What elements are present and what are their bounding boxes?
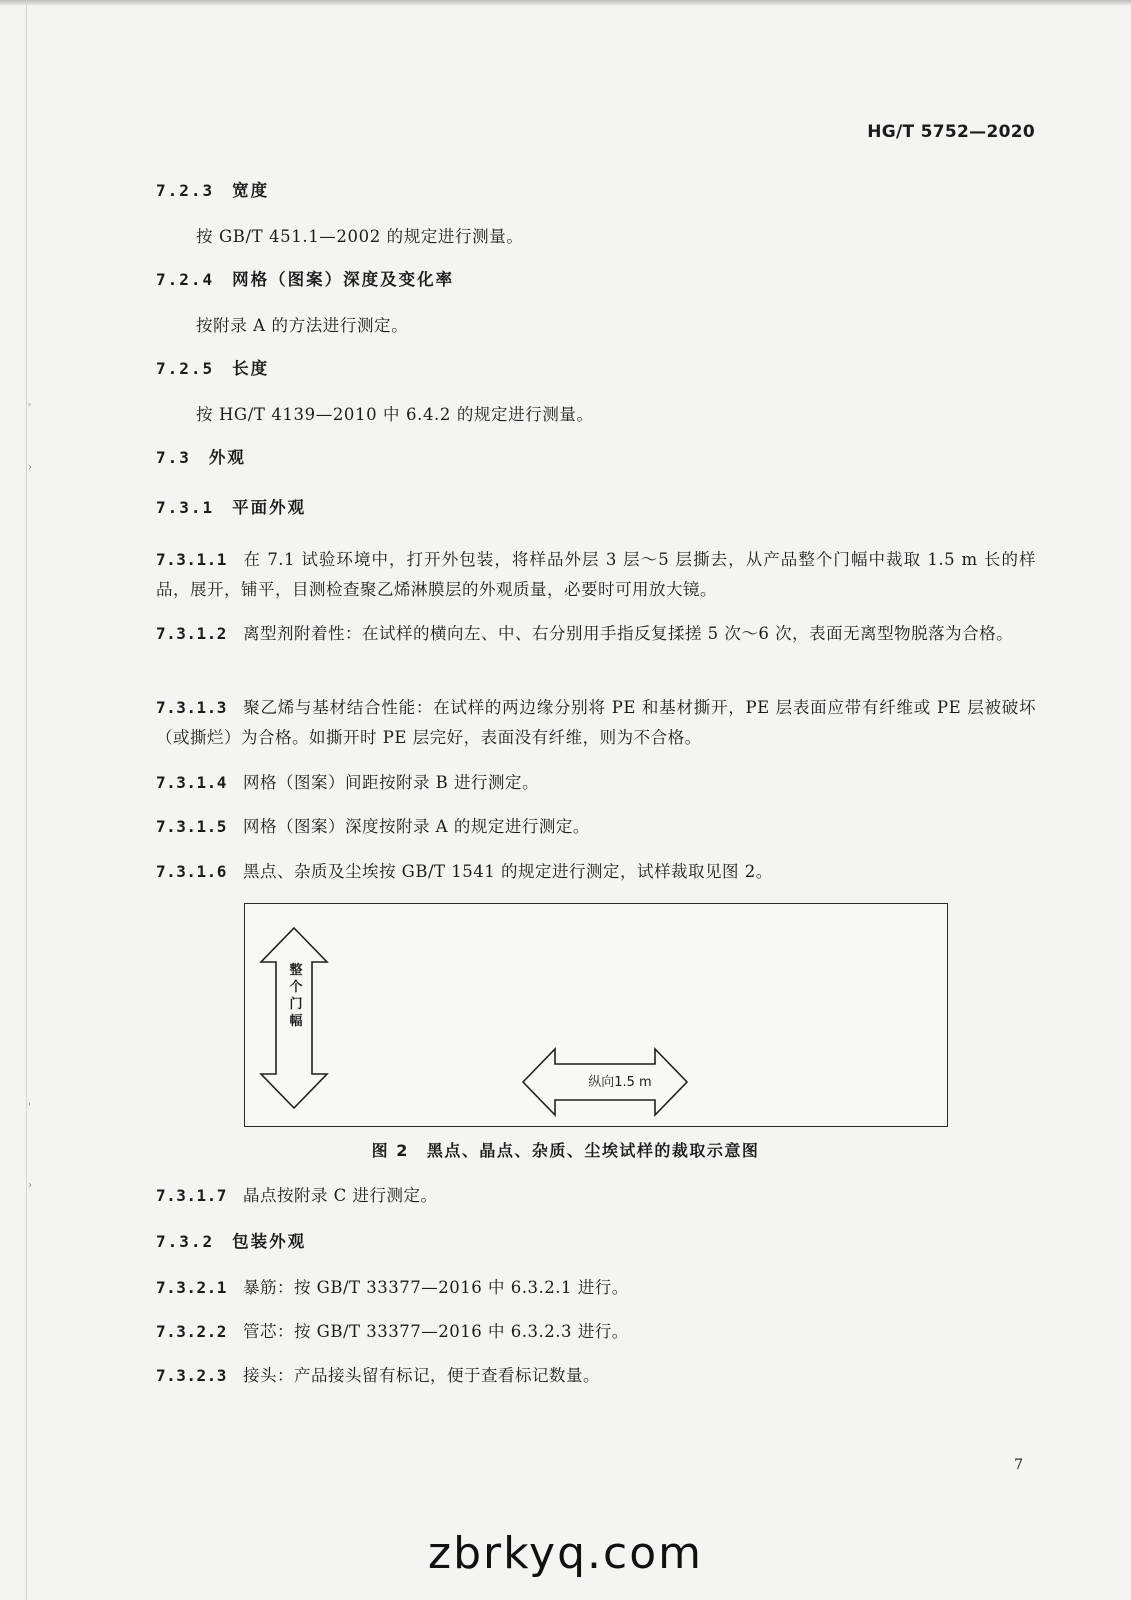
clause-text: 网格（图案）间距按附录 B 进行测定。 — [242, 773, 540, 792]
section-heading-7-3-2 — [156, 1231, 306, 1253]
clause-7-3-2-3 — [156, 1361, 1036, 1391]
clause-number: 7.3.1.6 — [156, 862, 227, 881]
clause-text: 接头：产品接头留有标记，便于查看标记数量。 — [242, 1366, 600, 1385]
scan-mark: ' — [28, 1102, 31, 1113]
section-number: 7.2.5 — [156, 359, 215, 378]
clause-text: 暴筋：按 GB/T 33377—2016 中 6.3.2.1 进行。 — [242, 1278, 629, 1297]
clause-number: 7.3.2.1 — [156, 1278, 227, 1297]
clause-text: 黑点、杂质及尘埃按 GB/T 1541 的规定进行测定，试样裁取见图 2。 — [242, 862, 773, 881]
label-char: 幅 — [289, 1014, 303, 1029]
page-top-edge — [0, 0, 1131, 6]
figure-caption — [0, 1138, 1131, 1161]
clause-text: 聚乙烯与基材结合性能：在试样的两边缘分别将 PE 和基材撕开，PE 层表面应带有纤维或 PE 层被破坏（或撕烂）为合格。如撕开时 PE 层完好，表面没有纤维，则为不合格。 — [156, 698, 1036, 747]
label-char: 个 — [289, 980, 303, 995]
section-heading-7-3-1 — [156, 497, 306, 519]
figure-caption-text: 黑点、晶点、杂质、尘埃试样的裁取示意图 — [426, 1141, 760, 1160]
clause-text: 离型剂附着性：在试样的横向左、中、右分别用手指反复揉搓 5 次～6 次，表面无离型物脱落为合格。 — [242, 624, 1014, 643]
clause-text: 管芯：按 GB/T 33377—2016 中 6.3.2.3 进行。 — [242, 1322, 629, 1341]
standard-number: HG/T 5752—2020 — [867, 122, 1035, 142]
label-char: 整 — [289, 963, 303, 978]
section-text-7-2-4: 按附录 A 的方法进行测定。 — [196, 316, 409, 335]
section-number: 7.3 — [156, 448, 191, 467]
clause-7-3-1-7 — [156, 1181, 1036, 1211]
vertical-arrow-label — [284, 962, 308, 1030]
section-number: 7.3.1 — [156, 498, 215, 517]
clause-number: 7.3.1.5 — [156, 817, 227, 836]
section-heading-7-2-4 — [156, 269, 454, 291]
clause-number: 7.3.1.4 — [156, 773, 227, 792]
clause-text: 在 7.1 试验环境中，打开外包装，将样品外层 3 层～5 层撕去，从产品整个门幅中裁取 1.5 m 长的样品，展开，铺平，目测检查聚乙烯淋膜层的外观质量，必要时可用放大镜。 — [156, 550, 1036, 599]
section-title: 长度 — [232, 359, 270, 378]
section-number: 7.2.4 — [156, 270, 215, 289]
section-title: 包装外观 — [232, 1232, 307, 1251]
clause-7-3-1-2 — [156, 619, 1036, 649]
clause-text: 晶点按附录 C 进行测定。 — [242, 1186, 438, 1205]
figure-number: 图 2 — [371, 1141, 409, 1160]
clause-number: 7.3.1.3 — [156, 698, 227, 717]
section-title: 平面外观 — [232, 498, 307, 517]
horizontal-arrow-label: 纵向1.5 m — [588, 1075, 652, 1090]
clause-number: 7.3.1.1 — [156, 550, 227, 569]
figure-2-arrows — [245, 904, 949, 1128]
clause-number: 7.3.2.2 — [156, 1322, 227, 1341]
clause-number: 7.3.2.3 — [156, 1366, 227, 1385]
clause-number: 7.3.1.2 — [156, 624, 227, 643]
clause-text: 网格（图案）深度按附录 A 的规定进行测定。 — [242, 817, 590, 836]
section-text-7-2-5: 按 HG/T 4139—2010 中 6.4.2 的规定进行测量。 — [196, 405, 594, 424]
section-heading-7-2-3 — [156, 180, 269, 202]
section-title: 网格（图案）深度及变化率 — [232, 270, 455, 289]
section-number: 7.3.2 — [156, 1232, 215, 1251]
section-heading-7-3 — [156, 447, 246, 469]
page-number: 7 — [1014, 1457, 1023, 1473]
clause-7-3-1-6 — [156, 857, 1036, 887]
figure-2-sampling-diagram — [244, 903, 948, 1127]
scan-mark: › — [28, 1180, 32, 1191]
section-text-7-2-3: 按 GB/T 451.1—2002 的规定进行测量。 — [196, 227, 524, 246]
clause-7-3-1-3 — [156, 693, 1036, 753]
scan-mark: ﾟ — [28, 404, 33, 415]
section-heading-7-2-5 — [156, 358, 269, 380]
section-title: 外观 — [208, 448, 246, 467]
clause-7-3-2-1 — [156, 1273, 1036, 1303]
clause-7-3-2-2 — [156, 1317, 1036, 1347]
label-char: 门 — [289, 997, 303, 1012]
scan-mark: › — [28, 462, 32, 473]
section-title: 宽度 — [232, 181, 270, 200]
clause-7-3-1-5 — [156, 812, 1036, 842]
clause-number: 7.3.1.7 — [156, 1186, 227, 1205]
site-watermark: zbrkyq.com — [428, 1528, 703, 1579]
page-left-edge — [26, 0, 27, 1600]
clause-7-3-1-1 — [156, 545, 1036, 605]
section-number: 7.2.3 — [156, 181, 215, 200]
clause-7-3-1-4 — [156, 768, 1036, 798]
